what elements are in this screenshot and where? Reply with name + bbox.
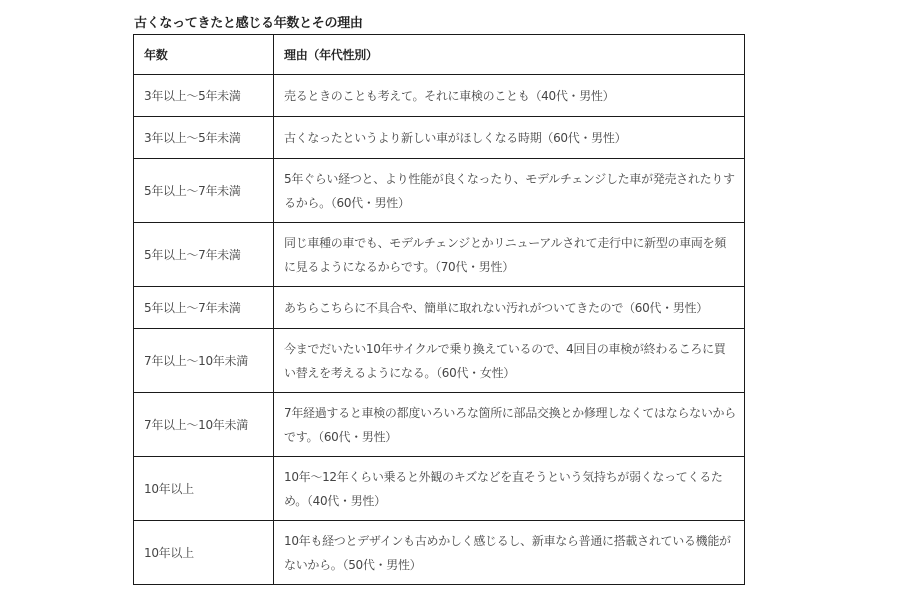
years-cell: 5年以上～7年未満: [134, 159, 274, 223]
reasons-table: [133, 34, 745, 585]
years-cell: 10年以上: [134, 457, 274, 521]
reason-cell: 売るときのことも考えて。それに車検のことも（40代・男性）: [274, 75, 745, 117]
table-row: [134, 223, 745, 287]
table-row: [134, 117, 745, 159]
reason-cell: 10年も経つとデザインも古めかしく感じるし、新車なら普通に搭載されている機能がないから。（50代・男性）: [274, 521, 745, 585]
header-reason: 理由（年代性別）: [274, 35, 745, 75]
table-row: [134, 393, 745, 457]
years-cell: 7年以上～10年未満: [134, 329, 274, 393]
years-cell: 10年以上: [134, 521, 274, 585]
reason-cell: 今までだいたい10年サイクルで乗り換えているので、4回目の車検が終わるころに買い替えを考えるようになる。（60代・女性）: [274, 329, 745, 393]
reason-cell: 古くなったというより新しい車がほしくなる時期（60代・男性）: [274, 117, 745, 159]
years-cell: 7年以上～10年未満: [134, 393, 274, 457]
reason-cell: あちらこちらに不具合や、簡単に取れない汚れがついてきたので（60代・男性）: [274, 287, 745, 329]
reason-cell: 10年～12年くらい乗ると外観のキズなどを直そうという気持ちが弱くなってくるため。（40代・男性）: [274, 457, 745, 521]
table-row: [134, 329, 745, 393]
years-cell: 5年以上～7年未満: [134, 287, 274, 329]
table-row: [134, 457, 745, 521]
table-row: [134, 521, 745, 585]
table-caption: 古くなってきたと感じる年数とその理由: [134, 16, 363, 31]
table-row: [134, 287, 745, 329]
reason-cell: 5年ぐらい経つと、より性能が良くなったり、モデルチェンジした車が発売されたりするから。（60代・男性）: [274, 159, 745, 223]
years-cell: 3年以上～5年未満: [134, 75, 274, 117]
reason-cell: 7年経過すると車検の都度いろいろな箇所に部品交換とか修理しなくてはならないからです。（60代・男性）: [274, 393, 745, 457]
table-row: [134, 159, 745, 223]
table-row: [134, 75, 745, 117]
years-cell: 5年以上～7年未満: [134, 223, 274, 287]
table-header-row: [134, 35, 745, 75]
header-years: 年数: [134, 35, 274, 75]
years-cell: 3年以上～5年未満: [134, 117, 274, 159]
reason-cell: 同じ車種の車でも、モデルチェンジとかリニューアルされて走行中に新型の車両を頻に見るようになるからです。（70代・男性）: [274, 223, 745, 287]
